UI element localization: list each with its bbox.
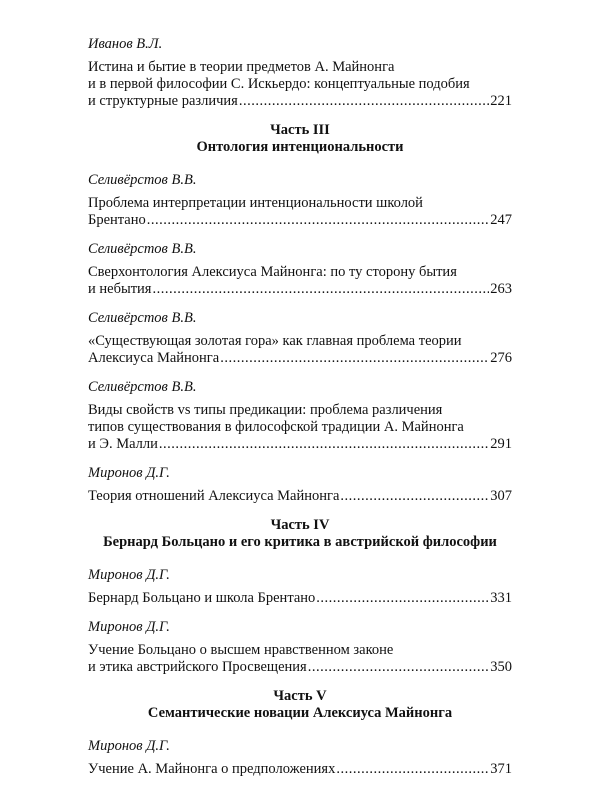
entry-author: Миронов Д.Г. [88,465,170,481]
dot-leader [239,93,489,110]
part-label: Часть IV [270,517,330,533]
entry-title-line: Сверхонтология Алексиуса Майнонга: по ту сторону бытия [88,264,457,280]
entries-group-c [88,567,512,676]
dot-leader [336,761,489,778]
entry-title-line: и небытия [88,281,152,297]
entry-author: Селивёрстов В.В. [88,310,197,326]
entry-title-line: типов существования в философской традиции А. Майнонга [88,419,464,435]
dot-leader [159,436,489,453]
part-title: Бернард Больцано и его критика в австрийской философии [103,534,497,550]
entry-last-line [88,436,512,453]
entry-last-line [88,281,512,298]
toc-entry [88,567,512,607]
part-label: Часть III [270,122,330,138]
page-number: 221 [490,93,512,109]
entry-last-line [88,488,512,505]
entry-title-line: Учение Больцано о высшем нравственном законе [88,642,394,658]
entry-last-line [88,350,512,367]
entry-author: Миронов Д.Г. [88,738,170,754]
entries-group-b [88,172,512,505]
toc-entry [88,172,512,229]
toc-entry [88,36,512,110]
part-label: Часть V [273,688,327,704]
entry-author: Иванов В.Л. [88,36,163,52]
entry-title-line: Алексиуса Майнонга [88,350,220,366]
entry-last-line [88,212,512,229]
entries-group-d [88,738,512,778]
toc-entry [88,619,512,676]
dot-leader [220,350,489,367]
toc-entry [88,379,512,453]
toc-content [88,36,512,790]
entry-title-line: и в первой философии С. Искьердо: концептуальные подобия [88,76,470,92]
part-title: Онтология интенциональности [196,139,404,155]
dot-leader [147,212,490,229]
entry-author: Миронов Д.Г. [88,619,170,635]
dot-leader [152,281,489,298]
part-4-heading [88,517,512,551]
entry-title-line: «Существующая золотая гора» как главная проблема теории [88,333,462,349]
entry-title-line: Брентано [88,212,146,228]
entry-author: Селивёрстов В.В. [88,172,197,188]
dot-leader [316,590,489,607]
entries-group-a [88,36,512,110]
part-3-heading [88,122,512,156]
entry-author: Селивёрстов В.В. [88,241,197,257]
entry-author: Миронов Д.Г. [88,567,170,583]
toc-entry [88,738,512,778]
page-number: 276 [490,350,512,366]
page-number: 307 [490,488,512,504]
page-number: 263 [490,281,512,297]
entry-last-line [88,590,512,607]
page-number: 371 [490,761,512,777]
dot-leader [308,659,490,676]
part-title: Семантические новации Алексиуса Майнонга [147,705,453,721]
toc-entry [88,241,512,298]
entry-last-line [88,761,512,778]
toc-entry [88,310,512,367]
page-number: 291 [490,436,512,452]
entry-title-line: Бернард Больцано и школа Брентано [88,590,316,606]
dot-leader [340,488,489,505]
entry-author: Селивёрстов В.В. [88,379,197,395]
page-number: 247 [490,212,512,228]
toc-entry [88,465,512,505]
entry-title-line: Проблема интерпретации интенциональности школой [88,195,423,211]
entry-title-line: Виды свойств vs типы предикации: проблема различения [88,402,443,418]
entry-title-line: Теория отношений Алексиуса Майнонга [88,488,340,504]
entry-last-line [88,93,512,110]
entry-title-line: Учение А. Майнонга о предположениях [88,761,336,777]
page-number: 350 [490,659,512,675]
part-5-heading [88,688,512,722]
entry-title-line: и структурные различия [88,93,238,109]
entry-title-line: Истина и бытие в теории предметов А. Майнонга [88,59,395,75]
entry-title-line: и Э. Малли [88,436,158,452]
entry-last-line [88,659,512,676]
entry-title-line: и этика австрийского Просвещения [88,659,307,675]
page-number: 331 [490,590,512,606]
